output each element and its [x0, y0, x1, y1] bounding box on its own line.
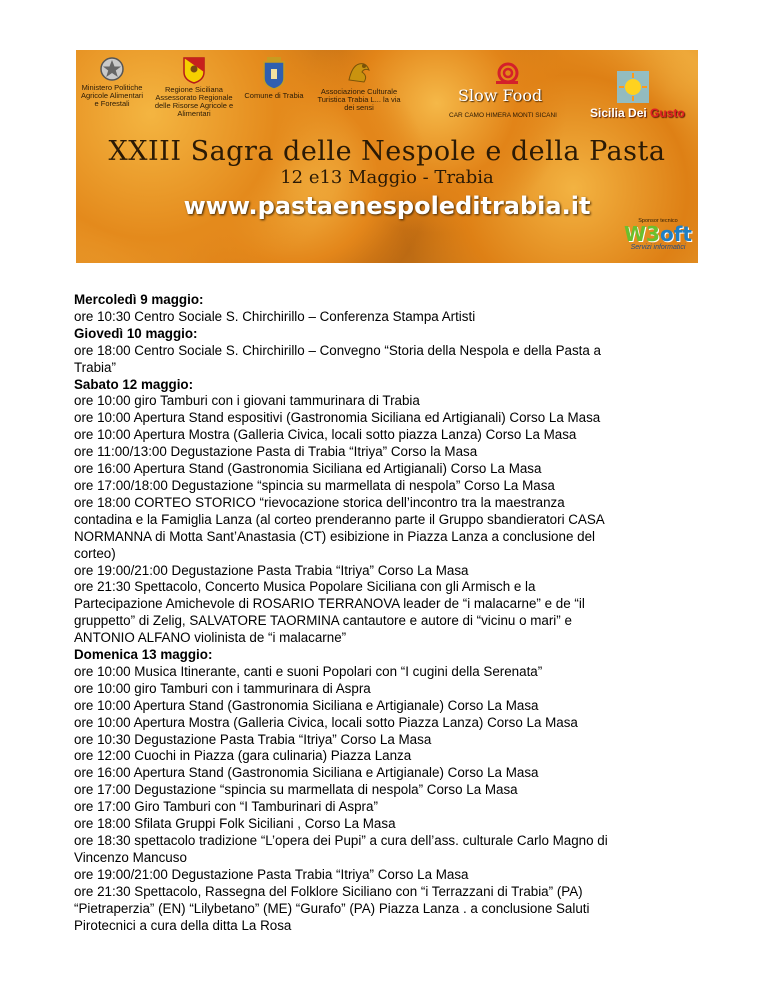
slow-food-subtitle: CAR CAMO HIMERA MONTI SICANI	[449, 112, 557, 119]
program-line: ore 18:00 Centro Sociale S. Chirchirillo – Convegno “Storia della Nespola e della Pasta a	[74, 342, 601, 358]
trinacria-icon	[182, 56, 206, 84]
program-line: ore 18:00 CORTEO STORICO “rievocazione storica dell’incontro tra la maestranza	[74, 494, 565, 510]
program-line: contadina e la Famiglia Lanza (al corteo prenderanno parte il Gruppo sbandieratori CASA	[74, 511, 605, 527]
banner-subtitle: 12 e13 Maggio - Trabia	[280, 167, 494, 188]
w3soft-logo	[619, 224, 697, 244]
program-line: ore 17:00 Degustazione “spincia su marmellata di nespola” Corso La Masa	[74, 782, 518, 798]
sicilia-text: Sicilia Dei	[590, 106, 651, 120]
program-line: ore 10:00 giro Tamburi con i giovani tammurinara di Trabia	[74, 393, 420, 409]
w3-mark: W3	[624, 222, 660, 246]
program-line: ore 19:00/21:00 Degustazione Pasta Trabia “Itriya” Corso La Masa	[74, 562, 469, 578]
soft-mark: oft	[659, 222, 692, 246]
regione-logo-text: Regione Siciliana Assessorato Regionale delle Risorse Agricole e Alimentari	[154, 85, 234, 118]
program-line: ore 16:00 Apertura Stand (Gastronomia Siciliana ed Artigianali) Corso La Masa	[74, 461, 542, 477]
program-line: ore 10:00 Apertura Stand espositivi (Gastronomia Siciliana ed Artigianali) Corso La Masa	[74, 410, 601, 426]
sicilia-del-gusto-logo	[590, 106, 685, 120]
lion-icon	[344, 56, 374, 86]
sun-icon	[616, 70, 650, 104]
program-line: “Pietraperzia” (EN) “Lilybetano” (ME) “Gurafo” (PA) Piazza Lanza . a conclusione Saluti	[74, 900, 590, 916]
ministero-logo-text: Ministero Politiche Agricole Alimentari e Forestali	[80, 83, 144, 108]
day-heading: Sabato 12 maggio:	[74, 376, 194, 392]
banner-url: www.pastaenespoleditrabia.it	[183, 192, 591, 220]
program-line: gruppetto” di Zelig, SALVATORE TAORMINA cantautore e autore di “vicinu o mari” e	[74, 613, 572, 629]
sponsor-label: Sponsor tecnico	[638, 218, 678, 224]
program-line: ore 10:00 giro Tamburi con i tammurinara di Aspra	[74, 680, 371, 696]
program-line: Trabia”	[74, 359, 116, 375]
program-line: Vincenzo Mancuso	[74, 849, 187, 865]
gusto-text: Gusto	[650, 106, 685, 120]
program-line: Partecipazione Amichevole di ROSARIO TERRANOVA leader de “i malacarne” e de “il	[74, 596, 585, 612]
comune-logo	[244, 56, 304, 100]
program-line: ANTONIO ALFANO violinista de “i malacarne”	[74, 630, 347, 646]
program-line: Pirotecnici a cura della ditta La Rosa	[74, 917, 292, 933]
program-line: ore 17:00/18:00 Degustazione “spincia su marmellata di nespola” Corso La Masa	[74, 477, 555, 493]
program-line: ore 21:30 Spettacolo, Rassegna del Folklore Siciliano con “i Terrazzani di Trabia” (PA)	[74, 883, 583, 899]
sponsor-services: Servizi informatici	[630, 244, 686, 251]
program-line: ore 21:30 Spettacolo, Concerto Musica Popolare Siciliana con gli Armisch e la	[74, 579, 536, 595]
program-line: ore 17:00 Giro Tamburi con “I Tamburinari di Aspra”	[74, 799, 378, 815]
program-line: ore 18:30 spettacolo tradizione “L’opera dei Pupi” a cura dell’ass. culturale Carlo Magno di	[74, 833, 608, 848]
program-line: ore 10:00 Apertura Stand (Gastronomia Siciliana e Artigianale) Corso La Masa	[74, 697, 539, 713]
program-line: NORMANNA di Motta Sant’Anastasia (CT) esibizione in Piazza Lanza a conclusione del	[74, 528, 595, 544]
program-line: ore 16:00 Apertura Stand (Gastronomia Siciliana e Artigianale) Corso La Masa	[74, 765, 539, 781]
program-line: ore 10:00 Apertura Mostra (Galleria Civica, locali sotto Piazza Lanza) Corso La Masa	[74, 714, 578, 730]
program-line: ore 12:00 Cuochi in Piazza (gara culinaria) Piazza Lanza	[74, 748, 412, 764]
regione-logo	[154, 56, 234, 118]
program-text	[74, 292, 714, 934]
program-line: ore 10:00 Musica Itinerante, canti e suoni Popolari con “I cugini della Serenata”	[74, 663, 543, 679]
sponsor-logo	[619, 218, 697, 251]
event-banner	[76, 50, 698, 263]
ministero-logo	[78, 56, 146, 108]
program-line: ore 10:00 Apertura Mostra (Galleria Civica, locali sotto piazza Lanza) Corso La Masa	[74, 427, 577, 443]
program-line: ore 18:00 Sfilata Gruppi Folk Siciliani , Corso La Masa	[74, 816, 396, 832]
emblem-icon	[99, 56, 125, 82]
slow-food-logo: Slow Food	[458, 86, 543, 105]
banner-title: XXIII Sagra delle Nespole e della Pasta	[108, 136, 666, 167]
day-heading: Mercoledì 9 maggio:	[74, 292, 204, 307]
program-line: ore 10:30 Centro Sociale S. Chirchirillo – Conferenza Stampa Artisti	[74, 308, 476, 324]
day-heading: Domenica 13 maggio:	[74, 647, 213, 663]
day-heading: Giovedì 10 maggio:	[74, 325, 198, 341]
program-line: ore 11:00/13:00 Degustazione Pasta di Trabia “Itriya” Corso la Masa	[74, 444, 478, 460]
program-line: corteo)	[74, 545, 116, 561]
coat-of-arms-icon	[261, 56, 287, 90]
comune-logo-text: Comune di Trabia	[244, 91, 304, 100]
program-line: ore 10:30 Degustazione Pasta Trabia “Itriya” Corso La Masa	[74, 731, 432, 747]
program-line: ore 19:00/21:00 Degustazione Pasta Trabia “Itriya” Corso La Masa	[74, 866, 469, 882]
snail-icon	[493, 62, 521, 86]
associazione-logo	[316, 56, 402, 112]
associazione-logo-text: Associazione Culturale Turistica Trabia L... la via dei sensi	[317, 87, 401, 112]
